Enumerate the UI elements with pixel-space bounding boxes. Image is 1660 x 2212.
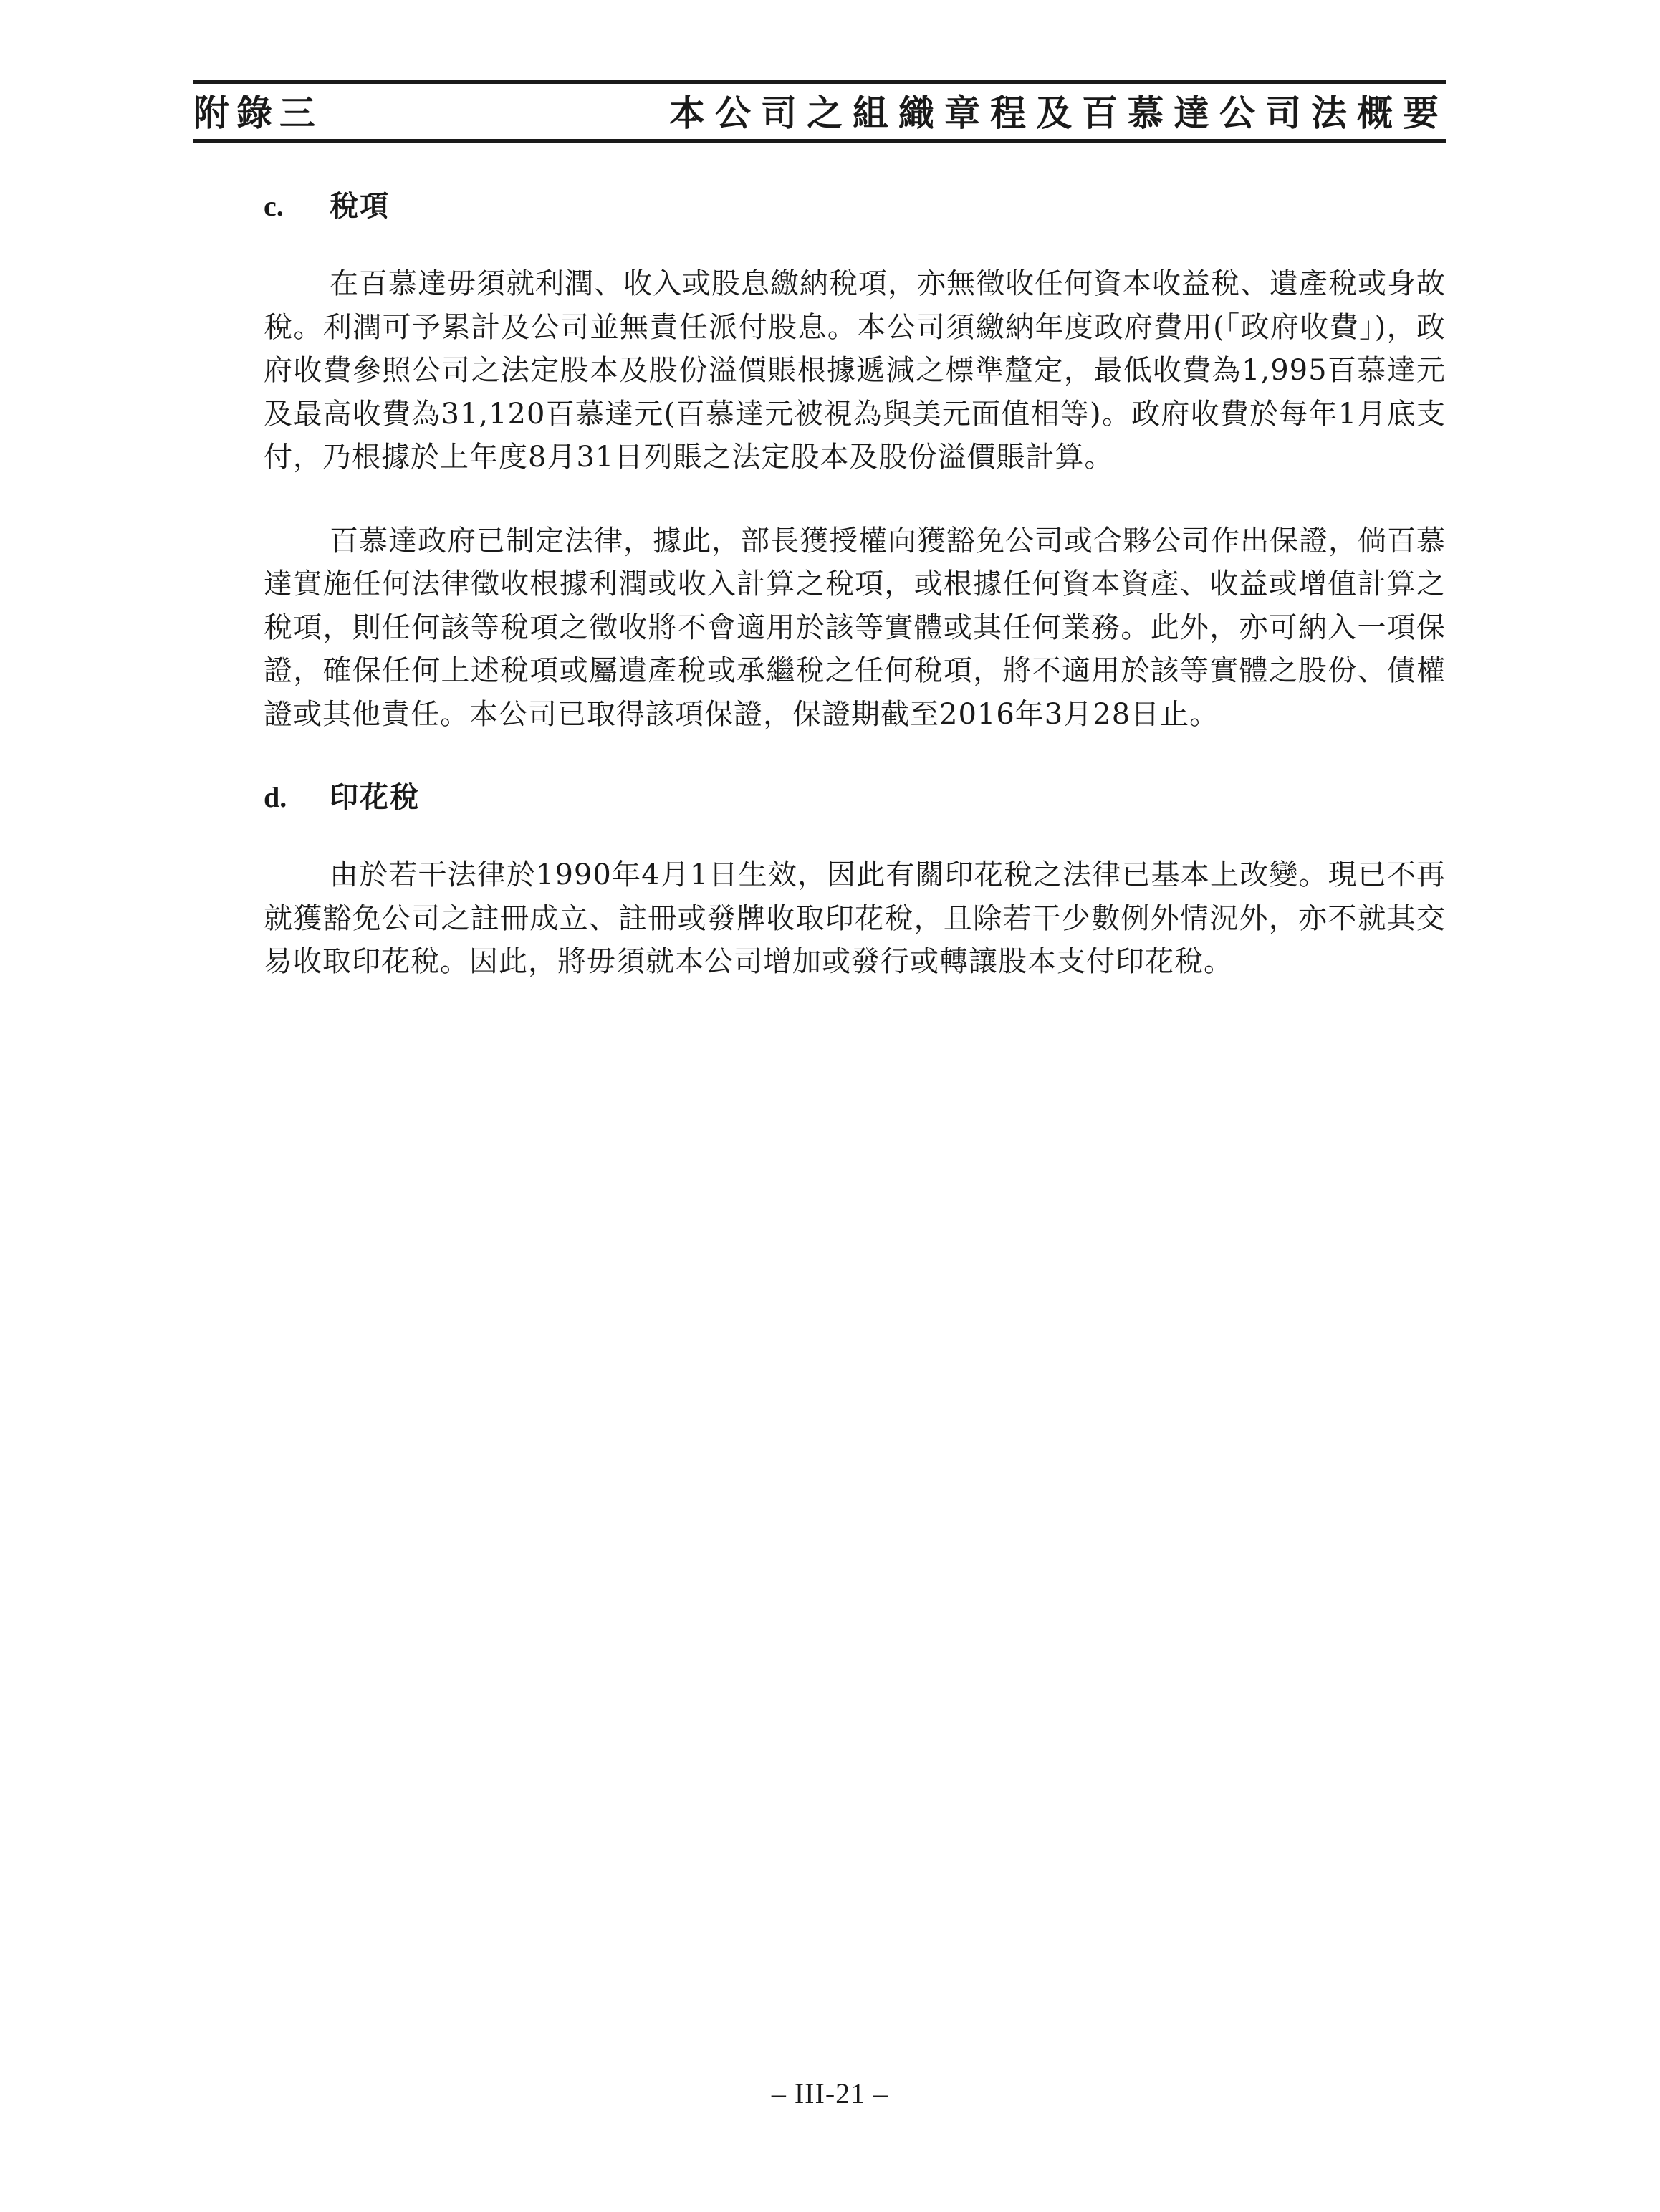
paragraph: 由於若干法律於1990年4月1日生效，因此有關印花稅之法律已基本上改變。現已不再就獲豁免公司之註冊成立、註冊或發牌收取印花稅，且除若干少數例外情況外，亦不就其交易收取印花稅。因此，將毋須就本公司增加或發行或轉讓股本支付印花稅。: [264, 858, 1446, 978]
section-title: 稅項: [330, 189, 390, 223]
section-label: d.: [264, 781, 287, 813]
paragraph: 百慕達政府已制定法律，據此，部長獲授權向獲豁免公司或合夥公司作出保證，倘百慕達實施任何法律徵收根據利潤或收入計算之稅項，或根據任何資本資產、收益或增值計算之稅項，則任何該等稅項之徵收將不會適用於該等實體或其任何業務。此外，亦可納入一項保證，確保任何上述稅項或屬遺產稅或承繼稅之任何稅項，將不適用於該等實體之股份、債權證或其他責任。本公司已取得該項保證，保證期截至2016年3月28日止。: [264, 524, 1446, 731]
header-bottom-rule: [193, 139, 1446, 143]
document-title: 本公司之組織章程及百慕達公司法概要: [669, 92, 1449, 134]
appendix-label: 附錄三: [193, 92, 322, 134]
page-number: – III-21 –: [771, 2077, 889, 2110]
section-label: c.: [264, 190, 284, 222]
section-stamp-duty: [264, 776, 1446, 984]
section-heading: [264, 776, 1446, 819]
section-title: 印花稅: [330, 780, 420, 814]
paragraph: 在百慕達毋須就利潤、收入或股息繳納稅項，亦無徵收任何資本收益稅、遺產稅或身故稅。利潤可予累計及公司並無責任派付股息。本公司須繳納年度政府費用(「政府收費」)，政府收費參照公司之法定股本及股份溢價賬根據遞減之標準釐定，最低收費為1,995百慕達元及最高收費為31,120百慕達元(百慕達元被視為與美元面值相等)。政府收費於每年1月底支付，乃根據於上年度8月31日列賬之法定股本及股份溢價賬計算。: [264, 267, 1446, 474]
section-taxation: [264, 185, 1446, 736]
page-header: [193, 70, 1449, 149]
header-top-rule: [193, 80, 1446, 84]
section-heading: [264, 185, 1446, 228]
document-body: [264, 185, 1446, 1024]
